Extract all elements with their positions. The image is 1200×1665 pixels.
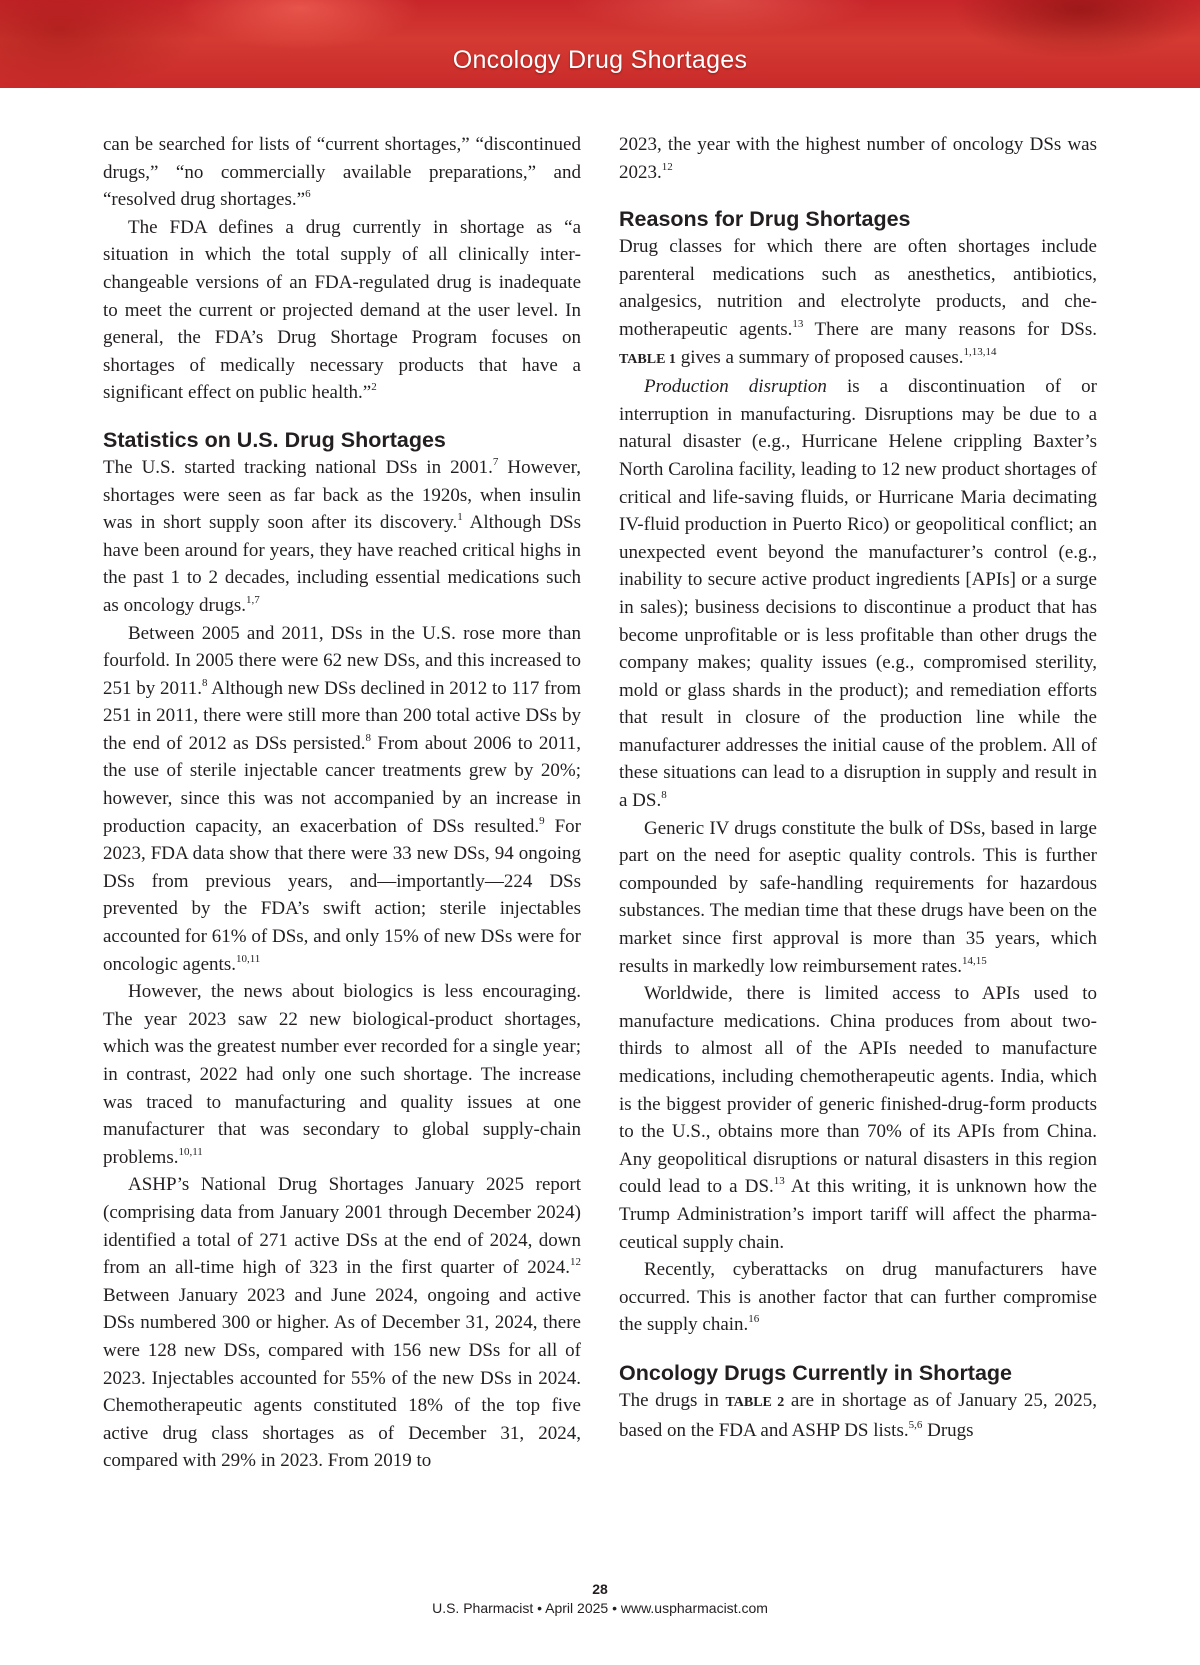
publication-footer: U.S. Pharmacist • April 2025 • www.uspharmacist.com bbox=[432, 1600, 768, 1616]
reference-marker[interactable]: 2 bbox=[371, 381, 377, 394]
page-title: Oncology Drug Shortages bbox=[452, 46, 748, 74]
table-reference[interactable]: TABLE 2 bbox=[725, 1394, 785, 1410]
paragraph: The U.S. started tracking national DSs in 2001.$^7$ However, shortages were seen as far back as the 1920s, when insulin was in short supply soon after its discovery.$^1$ Although DSs have been around for years, they have reached critical highs in the past 1 to 2 decades, including essential medications such as oncology drugs.$^{1,7}$ bbox=[103, 455, 581, 616]
reference-marker[interactable]: 13 bbox=[792, 317, 804, 330]
paragraph: 2023, the year with the highest number of oncology DSs was 2023.12 bbox=[619, 134, 1097, 183]
paragraph: Between 2005 and 2011, DSs in the U.S. rose more than fourfold. In 2005 there were 62 new DSs, and this increased to 251 by 2011.$^8$ Although new DSs declined in 2012 to 117 from 251 in 2011, there were still more than 200 total active DSs by the end of 2012 as DSs persisted.$^8$ From about 2006 to 2011, the use of sterile injectable cancer treatments grew by 20%; however, since this was not accompanied by an increase in production capacity, an exacerbation of DSs resulted.$^9$ For 2023, FDA data show that there were 33 new DSs, 94 ongoing DSs from previous years, and—importantly—224 DSs prevented by the FDA’s swift action; sterile injectables accounted for 61% of DSs, and only 15% of new DSs were for oncologic agents.$^{10,11}$ bbox=[103, 622, 582, 975]
reference-marker[interactable]: 1,13,14 bbox=[963, 345, 997, 358]
reference-marker[interactable]: 14,15 bbox=[961, 954, 987, 967]
paragraph: Production disruption is a discontinuation of or interruption in manufacturing. Disruptions may be due to a natural disaster (e.g., Hurricane Helene crippling Baxter’s North Carolina facility, leading to 12 new product shortages of critical and life-saving fluids, or Hurricane Maria decimating IV-fluid production in Puerto Rico) or geopolitical conflict; an unexpected event beyond the manufacturer’s control (e.g., inability to secure active product ingredients [APIs] or a surge in sales); business decisions to discontinue a product that has become unprofitable or is less profitable than other drugs the company makes; quality issues (e.g., compromised sterility, mold or glass shards in the product); and remediation efforts that result in closure of the production line while the manufacturer addresses the initial cause of the problem. All of these situations can lead to a disruption in supply and result in a DS.$^8$ bbox=[619, 376, 1097, 812]
right-column bbox=[619, 131, 1097, 1444]
reference-marker[interactable]: 9 bbox=[539, 814, 545, 827]
reference-marker[interactable]: 1,7 bbox=[246, 593, 260, 606]
reference-marker[interactable]: 6 bbox=[305, 188, 311, 201]
paragraph: ASHP’s National Drug Shortages January 2025 report (comprising data from January 2001 through December 2024) identified a total of 271 active DSs at the end of 2024, down from an all-time high of 323 in the first quarter of 2024.12 Between January 2023 and June 2024, ongoing and active DSs numbered 300 or higher. As of December 31, 2024, there were 128 new DSs, compared with 156 new DSs for all of 2023. Injectables accounted for 55% of the new DSs in 2024. Chemotherapeutic agents constituted 18% of the top five active drug class shortages as of December 31, 2024, compared with 29% in 2023. From 2019 to bbox=[103, 1174, 581, 1472]
reference-marker[interactable]: 8 bbox=[365, 731, 371, 744]
paragraph: Generic IV drugs constitute the bulk of DSs, based in large part on the need for aseptic quality controls. This is further compounded by safe-handling requirements for hazardous substances. The median time that these drugs have been on the market since first approval is more than 35 years, which results in markedly low reimbursement rates.$^{14,15}$ bbox=[619, 817, 1097, 977]
reference-marker[interactable]: 12 bbox=[570, 1256, 581, 1269]
section-heading-oncology: Oncology Drugs Currently in Shortage bbox=[619, 1360, 1013, 1385]
paragraph: Drug classes for which there are often shortages include parenteral medications such as anesthetics, antibiotics, analgesics, nutrition and electrolyte products, and chemotherapeutic agents.$^{13}$ There are many reasons for DSs. TABLE 1 gives a summary of proposed causes.$^{1,13,14}$ bbox=[619, 236, 1097, 368]
paragraph: can be searched for lists of “current shortages,” “discontinued drugs,” “no commercially available preparations,” and “resolved drug shortages.”$^6$ bbox=[103, 134, 581, 211]
reference-marker[interactable]: 10,11 bbox=[235, 952, 261, 965]
reference-marker[interactable]: 7 bbox=[492, 455, 499, 468]
reference-marker[interactable]: 8 bbox=[661, 789, 667, 802]
paragraph: The FDA defines a drug currently in shortage as “a situation in which the total supply of all clinically interchangeable versions of an FDA-regulated drug is inadequate to meet the current or projected demand at the user level. In general, the FDA’s Drug Shortage Program focuses on shortages of medically necessary products that have a significant effect on public health.”$^2$ bbox=[103, 216, 581, 404]
reference-marker[interactable]: 13 bbox=[773, 1175, 785, 1188]
table-reference[interactable]: TABLE 1 bbox=[619, 351, 676, 367]
reference-marker[interactable]: 10,11 bbox=[178, 1145, 203, 1158]
page-number: 28 bbox=[592, 1581, 608, 1597]
section-heading-statistics: Statistics on U.S. Drug Shortages bbox=[103, 427, 446, 452]
paragraph: However, the news about biologics is less encouraging. The year 2023 saw 22 new biological-product shortages, which was the greatest number ever recorded for a single year; in contrast, 2022 had only one such shortage. The increase was traced to manufacturing and quality issues at one manufacturer that was secondary to global supply-chain problems.$^{10,11}$ bbox=[103, 981, 581, 1168]
paragraph: The drugs in TABLE 2 are in shortage as of January 25, 2025, based on the FDA and ASHP DS lists.$^{5,6}$ Drugs bbox=[619, 1389, 1097, 1441]
reference-marker[interactable]: 12 bbox=[661, 160, 673, 173]
reference-marker[interactable]: 16 bbox=[748, 1313, 760, 1326]
reference-marker[interactable]: 1 bbox=[457, 511, 463, 524]
reference-marker[interactable]: 8 bbox=[202, 676, 208, 689]
paragraph: Recently, cyberattacks on drug manufacturers have occurred. This is another factor that can further compromise the supply chain.$^{16}$ bbox=[619, 1259, 1097, 1336]
reference-marker[interactable]: 5,6 bbox=[908, 1418, 923, 1431]
header-banner bbox=[0, 0, 1200, 88]
section-heading-reasons: Reasons for Drug Shortages bbox=[619, 207, 911, 232]
left-column bbox=[103, 131, 581, 1475]
paragraph: Worldwide, there is limited access to APIs used to manufacture medications. China produces from about two-thirds to almost all of the APIs needed to manufacture medications, including chemotherapeutic agents. India, which is the biggest provider of generic finished-drug-form products to the U.S., obtains more than 70% of its APIs from China. Any geopolitical disruptions or natural disasters in this region could lead to a DS.$^{13}$ At this writing, it is unknown how the Trump Administration’s import tariff will affect the pharmaceutical supply chain. bbox=[619, 983, 1097, 1253]
